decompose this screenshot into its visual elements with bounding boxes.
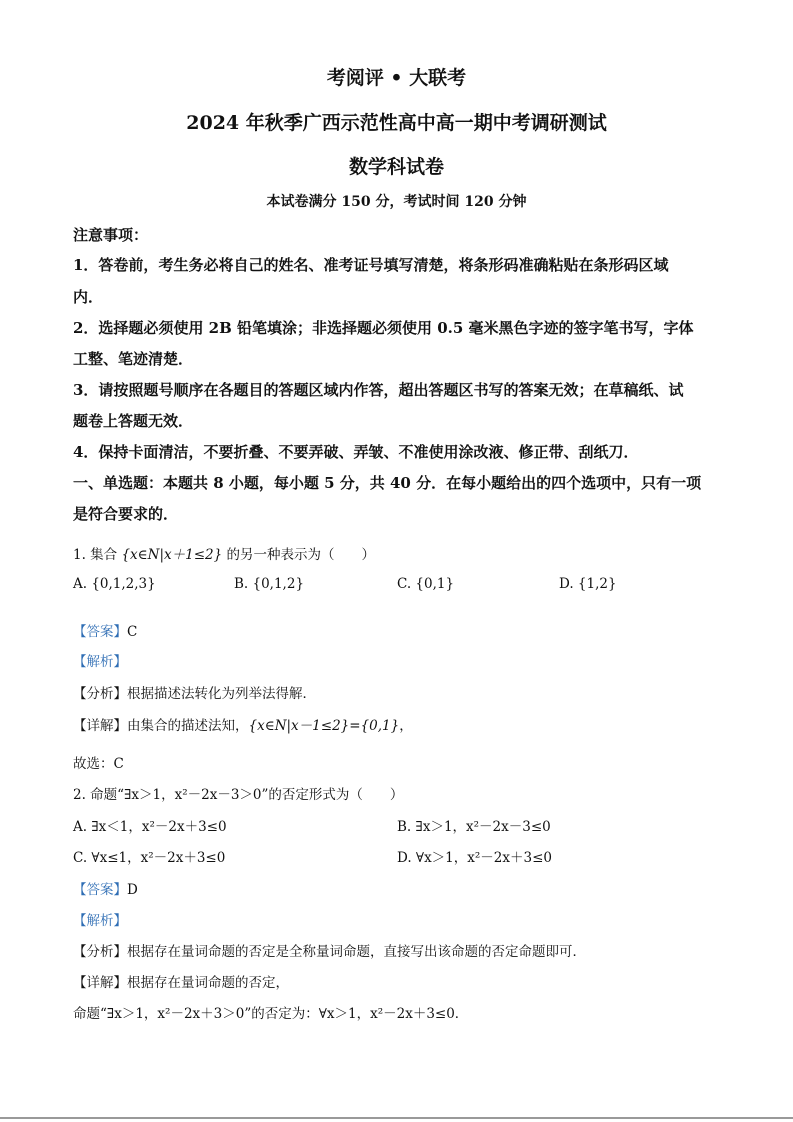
question-2-option-c: C. ∀x≤1，x²－2x＋3≤0 — [73, 850, 226, 866]
exam-info: 本试卷满分 150 分，考试时间 120 分钟 — [266, 194, 527, 210]
answer-tag: 【答案】 — [73, 882, 127, 898]
answer-tag: 【答案】 — [73, 624, 127, 640]
xiangjie-post: ， — [399, 718, 413, 734]
notes-title: 注意事项： — [73, 226, 149, 244]
answer-value: C — [127, 624, 138, 640]
question-2-option-d: D. ∀x＞1，x²－2x＋3≤0 — [397, 850, 552, 866]
question-1-suffix: 的另一种表示为（ ） — [226, 547, 376, 563]
question-1-prefix: 1. 集合 — [73, 547, 118, 563]
fenxi-tag: 【分析】 — [73, 944, 127, 960]
section-heading-line-1: 一、单选题：本题共 8 小题，每小题 5 分，共 40 分．在每小题给出的四个选项中，只有一项 — [73, 474, 702, 492]
note-3-line-1: 3．请按照题号顺序在各题目的答题区域内作答，超出答题区书写的答案无效；在草稿纸、试 — [73, 381, 684, 399]
xiangjie-tag: 【详解】 — [73, 718, 127, 734]
answer-value: D — [127, 882, 138, 898]
question-2-option-b: B. ∃x＞1，x²－2x－3≤0 — [397, 819, 551, 835]
note-1-line-1: 1．答卷前，考生务必将自己的姓名、准考证号填写清楚，将条形码准确粘贴在条形码区域 — [73, 256, 669, 274]
xiangjie-math: {x∈N|x－1≤2}={0,1} — [248, 718, 400, 734]
question-1-fenxi — [73, 682, 316, 702]
question-1-choice: 故选：C — [73, 756, 124, 772]
question-1-set: {x∈N|x＋1≤2} — [121, 547, 223, 563]
xiangjie-text: 由集合的描述法知， — [127, 718, 249, 734]
question-1-answer — [73, 620, 137, 640]
question-2-answer — [73, 878, 138, 898]
exam-title: 2024 年秋季广西示范性高中高一期中考调研测试 — [186, 112, 607, 134]
question-1-analysis-tag: 【解析】 — [73, 654, 127, 670]
question-2-negation: 命题“∃x＞1，x²－2x＋3＞0”的否定为：∀x＞1，x²－2x＋3≤0． — [73, 1006, 469, 1022]
question-2-analysis-tag: 【解析】 — [73, 913, 127, 929]
question-1-option-b: B. {0,1,2} — [234, 576, 305, 592]
note-4: 4．保持卡面清洁，不要折叠、不要弄破、弄皱、不准使用涂改液、修正带、刮纸刀． — [73, 443, 639, 461]
exam-org: 考阅评 • 大联考 — [326, 67, 467, 89]
note-3-line-2: 题卷上答题无效． — [73, 412, 194, 430]
fenxi-text: 根据存在量词命题的否定是全称量词命题，直接写出该命题的否定命题即可． — [127, 944, 586, 960]
question-1-stem — [73, 543, 375, 563]
question-1-option-a: A. {0,1,2,3} — [73, 576, 156, 592]
question-2-xiangjie — [73, 971, 289, 991]
subject-title: 数学科试卷 — [348, 156, 444, 178]
note-1-line-2: 内． — [73, 288, 104, 306]
question-1-xiangjie — [73, 714, 413, 734]
question-1-option-d: D. {1,2} — [559, 576, 617, 592]
xiangjie-tag: 【详解】 — [73, 975, 127, 991]
question-2-fenxi — [73, 940, 586, 960]
xiangjie-text: 根据存在量词命题的否定， — [127, 975, 289, 991]
note-2-line-1: 2．选择题必须使用 2B 铅笔填涂；非选择题必须使用 0.5 毫米黑色字迹的签字笔书写，字体 — [73, 319, 694, 337]
page-bottom-rule — [0, 1117, 793, 1119]
note-2-line-2: 工整、笔迹清楚． — [73, 350, 194, 368]
question-2-option-a: A. ∃x＜1，x²－2x＋3≤0 — [73, 819, 227, 835]
question-2-stem: 2. 命题“∃x＞1，x²－2x－3＞0”的否定形式为（ ） — [73, 787, 404, 803]
fenxi-text: 根据描述法转化为列举法得解． — [127, 686, 316, 702]
section-heading-line-2: 是符合要求的． — [73, 505, 179, 523]
fenxi-tag: 【分析】 — [73, 686, 127, 702]
question-1-option-c: C. {0,1} — [397, 576, 455, 592]
